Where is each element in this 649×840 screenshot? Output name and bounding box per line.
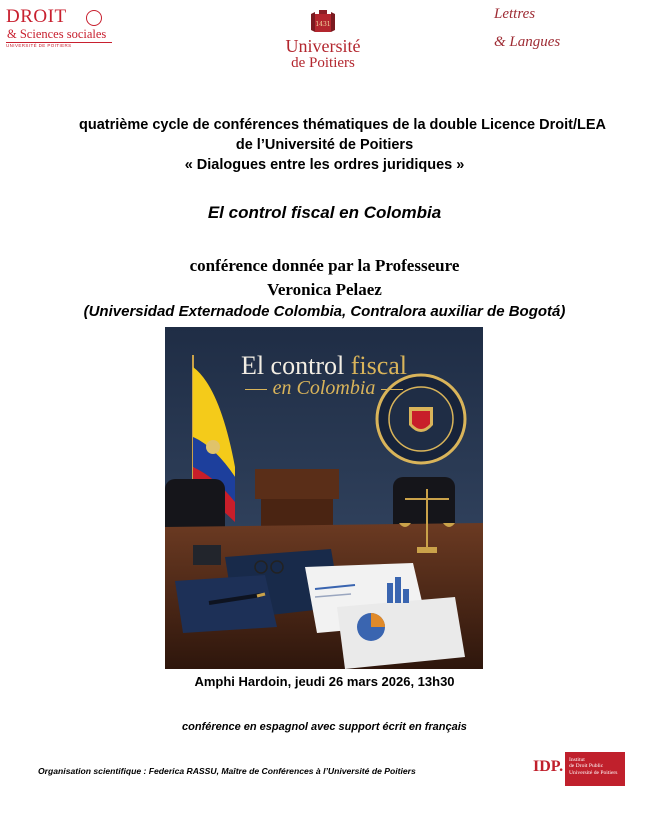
droit-logo-tagline: UNIVERSITÉ DE POITIERS	[6, 43, 72, 48]
idp-logo	[533, 752, 625, 786]
idp-logo-text: Institut de Droit Public Université de Poitiers	[569, 757, 618, 776]
svg-text:1431: 1431	[315, 21, 331, 28]
poster-subtitle: en Colombia	[165, 377, 483, 400]
droit-sciences-sociales-logo	[6, 8, 112, 48]
scientific-organisation: Organisation scientifique : Federica RASSU, Maître de Conférences à l’Université de Poitiers	[38, 766, 416, 776]
droit-logo-subtitle: & Sciences sociales	[7, 27, 107, 41]
poster-title-part2: fiscal	[350, 351, 408, 380]
poster-title-part1: El control	[240, 351, 351, 380]
lettres-logo-line1: Lettres	[494, 6, 536, 22]
droit-seal-icon	[86, 10, 102, 26]
conference-title: El control fiscal en Colombia	[207, 203, 442, 222]
lettres-langues-logo	[490, 6, 590, 56]
cycle-heading-line3: « Dialogues entre les ordres juridiques »	[184, 157, 465, 173]
universite-poitiers-logo	[275, 10, 371, 76]
droit-logo-word: DROIT	[6, 6, 67, 27]
speaker-affiliation: (Universidad Externadode Colombia, Contralora auxiliar de Bogotá)	[83, 303, 566, 320]
conference-given-by: conférence donnée par la Professeure	[189, 256, 460, 275]
idp-logo-word: IDP.	[533, 758, 564, 775]
conference-poster-image	[165, 327, 483, 669]
university-logo-city: de Poitiers	[291, 55, 355, 71]
cycle-heading-line2: de l’Université de Poitiers	[235, 137, 414, 153]
venue-date-time: Amphi Hardoin, jeudi 26 mars 2026, 13h30	[194, 674, 455, 689]
cycle-heading-line1: quatrième cycle de conférences thématiques de la double Licence Droit/LEA	[79, 117, 606, 133]
speaker-name: Veronica Pelaez	[267, 280, 382, 299]
university-logo-word: Université	[285, 36, 361, 56]
lettres-logo-line2: & Langues	[494, 34, 561, 50]
university-crest-icon	[309, 10, 337, 34]
poster-title	[165, 353, 483, 379]
language-note: conférence en espagnol avec support écrit en français	[182, 721, 467, 733]
